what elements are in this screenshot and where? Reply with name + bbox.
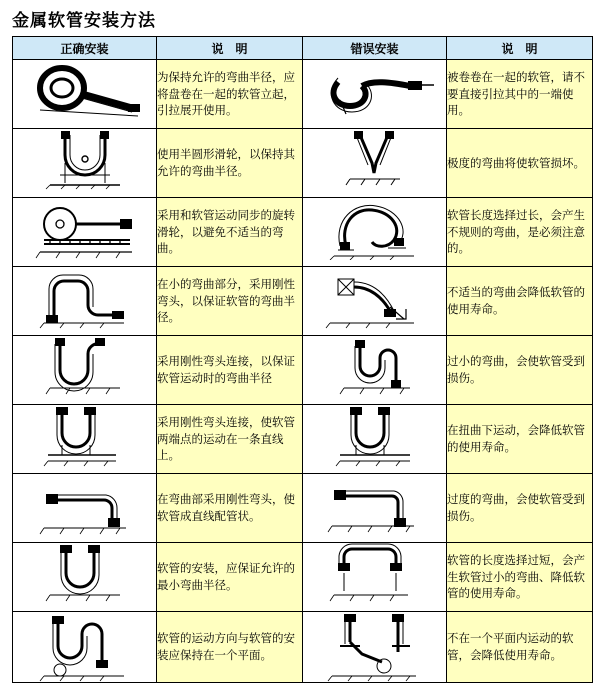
rotating-sheave-with-chain-icon — [13, 198, 156, 266]
figure-cell-correct — [13, 612, 157, 683]
description-wrong: 软管的长度选择过短，会产生软管过小的弯曲、降低软管的使用寿命。 — [447, 543, 593, 612]
description-correct: 在弯曲部采用刚性弯头，使软管成直线配管状。 — [157, 474, 303, 543]
improper-bend-near-fitting-icon — [303, 267, 446, 335]
installation-methods-table — [12, 36, 593, 683]
figure-cell-wrong — [303, 129, 447, 198]
hose-twisted-in-motion-icon — [303, 405, 446, 473]
header-correct-install: 正确安装 — [13, 37, 157, 60]
figure-cell-wrong — [303, 405, 447, 474]
description-correct: 采用和软管运动同步的旋转滑轮，以避免不适当的弯曲。 — [157, 198, 303, 267]
rigid-elbow-long-u-loop-icon — [13, 336, 156, 404]
figure-cell-wrong — [303, 474, 447, 543]
description-wrong: 被卷卷在一起的软管，请不要直接引拉其中的一端使用。 — [447, 60, 593, 129]
rigid-elbows-both-ends-straight-line-icon — [13, 405, 156, 473]
table-row — [13, 267, 593, 336]
overlong-hose-irregular-bend-icon — [303, 198, 446, 266]
figure-cell-correct — [13, 198, 157, 267]
table-row — [13, 336, 593, 405]
header-wrong-description: 说 明 — [447, 37, 593, 60]
figure-cell-correct — [13, 405, 157, 474]
motion-plane-aligned-with-install-plane-icon — [13, 612, 156, 682]
table-body — [13, 60, 593, 683]
description-correct: 为保持允许的弯曲半径，应将盘卷在一起的软管立起，引拉展开使用。 — [157, 60, 303, 129]
figure-cell-correct — [13, 60, 157, 129]
description-wrong: 不在一个平面内运动的软管，会降低使用寿命。 — [447, 612, 593, 683]
description-wrong: 在扭曲下运动，会降低软管的使用寿命。 — [447, 405, 593, 474]
figure-cell-wrong — [303, 612, 447, 683]
description-correct: 使用半圆形滑轮，以保持其允许的弯曲半径。 — [157, 129, 303, 198]
figure-cell-wrong — [303, 267, 447, 336]
figure-cell-correct — [13, 336, 157, 405]
table-row — [13, 474, 593, 543]
figure-cell-correct — [13, 474, 157, 543]
figure-cell-wrong — [303, 60, 447, 129]
header-wrong-install: 错误安装 — [303, 37, 447, 60]
table-row — [13, 129, 593, 198]
header-correct-description: 说 明 — [157, 37, 303, 60]
figure-cell-correct — [13, 267, 157, 336]
coiled-hose-vertical-reel-icon — [13, 60, 156, 128]
figure-cell-correct — [13, 543, 157, 612]
too-small-bend-radius-loop-icon — [303, 336, 446, 404]
motion-out-of-plane-icon — [303, 612, 446, 682]
table-head — [13, 37, 593, 60]
description-wrong: 过小的弯曲，会使软管受到损伤。 — [447, 336, 593, 405]
table-row — [13, 198, 593, 267]
description-correct: 软管的运动方向与软管的安装应保持在一个平面。 — [157, 612, 303, 683]
description-wrong: 极度的弯曲将使软管损坏。 — [447, 129, 593, 198]
table-row — [13, 612, 593, 683]
rigid-elbow-small-bend-icon — [13, 267, 156, 335]
figure-cell-wrong — [303, 198, 447, 267]
table-row — [13, 543, 593, 612]
description-correct: 采用刚性弯头连接，使软管两端点的运动在一条直线上。 — [157, 405, 303, 474]
coiled-hose-pulled-straight-icon — [303, 60, 446, 128]
table-row — [13, 60, 593, 129]
description-correct: 软管的安装，应保证允许的最小弯曲半径。 — [157, 543, 303, 612]
too-long-hose-small-bend-icon — [303, 543, 446, 611]
table-header-row — [13, 37, 593, 60]
table-row — [13, 405, 593, 474]
minimum-bend-radius-u-loop-icon — [13, 543, 156, 611]
figure-cell-correct — [13, 129, 157, 198]
figure-cell-wrong — [303, 543, 447, 612]
excessive-bend-at-corner-icon — [303, 474, 446, 542]
description-wrong: 过度的弯曲，会使软管受到损伤。 — [447, 474, 593, 543]
description-wrong: 不适当的弯曲会降低软管的使用寿命。 — [447, 267, 593, 336]
u-bend-with-semicircular-sheave-icon — [13, 129, 156, 197]
straight-run-with-rigid-elbow-icon — [13, 474, 156, 542]
figure-cell-wrong — [303, 336, 447, 405]
description-correct: 采用刚性弯头连接，以保证软管运动时的弯曲半径 — [157, 336, 303, 405]
description-correct: 在小的弯曲部分，采用刚性弯头，以保证软管的弯曲半径。 — [157, 267, 303, 336]
page-title: 金属软管安装方法 — [12, 11, 156, 31]
description-wrong: 软管长度选择过长，会产生不规则的弯曲，是必须注意的。 — [447, 198, 593, 267]
sharp-v-bend-hose-icon — [303, 129, 446, 197]
